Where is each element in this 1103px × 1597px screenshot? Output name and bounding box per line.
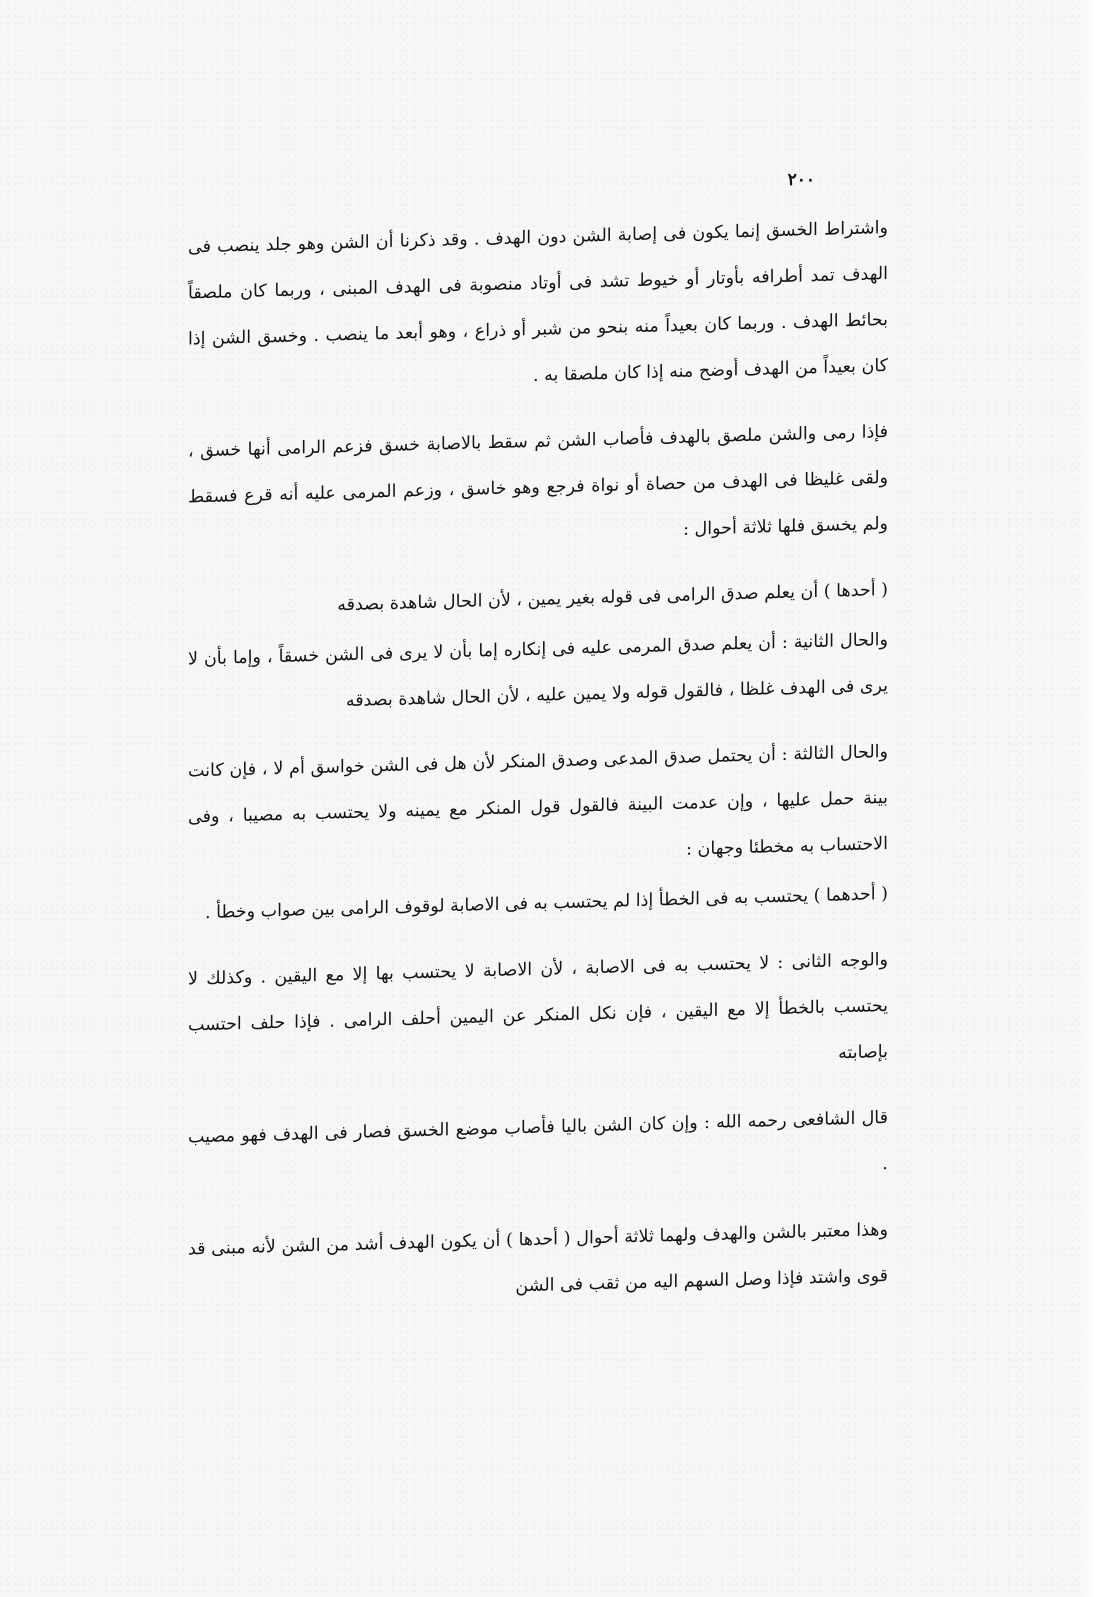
paragraph-1: واشتراط الخسق إنما يكون فى إصابة الشن دون الهدف . وقد ذكرنا أن الشن وهو جلد ينصب فى الهدف تمد أطرافه بأوتار أو خيوط تشد فى أوتاد منصوبة فى الهدف المبنى ، وربما كان ملصقاً بحائط الهدف . وربما كان بعيداً منه بنحو من شبر أو ذراع ، وهو أبعد ما ينصب . وخسق الشن إذا كان بعيداً من الهدف أوضح منه إذا كان ملصقا به .	[188, 218, 888, 386]
paragraph-3: ( أحدها ) أن يعلم صدق الرامى فى قوله بغير يمين ، لأن الحال شاهدة بصدقه	[337, 580, 888, 616]
paragraph-9: وهذا معتبر بالشن والهدف ولهما ثلاثة أحوال ( أحدها ) أن يكون الهدف أشد من الشن لأنه مبنى قد قوى واشتد فإذا وصل السهم اليه من ثقب فى الشن	[188, 1220, 888, 1297]
paragraph-7: والوجه الثانى : لا يحتسب به فى الاصابة ، لأن الاصابة لا يحتسب بها إلا مع اليقين . وكذلك لا يحتسب بالخطأ إلا مع اليقين ، فإن نكل المنكر عن اليمين أحلف الرامى . فإذا حلف احتسب بإصابته	[188, 950, 888, 1064]
paragraph-4: والحال الثانية : أن يعلم صدق المرمى عليه فى إنكاره إما بأن لا يرى فى الشن خسقاً ، وإما بأن لا يرى فى الهدف غلظا ، فالقول قوله ولا يمين عليه ، لأن الحال شاهدة بصدقه	[188, 630, 888, 712]
paragraph-2: فإذا رمى والشن ملصق بالهدف فأصاب الشن ثم سقط بالاصابة خسق فزعم الرامى أنها خسق ، ولقى غليظا فى الهدف من حصاة أو نواة فرجع وهو خاسق ، وزعم المرمى عليه أنه قرع فسقط ولم يخسق فلها ثلاثة أحوال :	[188, 422, 888, 540]
paragraph-5: والحال الثالثة : أن يحتمل صدق المدعى وصدق المنكر لأن هل فى الشن خواسق أم لا ، فإن كانت بينة حمل عليها ، وإن عدمت البينة فالقول قول المنكر مع يمينه ولا يحتسب به مصيبا ، وفى الاحتساب به مخطئا وجهان :	[188, 742, 888, 860]
page-body-text	[188, 205, 888, 1319]
paragraph-8: قال الشافعى رحمه الله : وإن كان الشن باليا فأصاب موضع الخسق فصار فى الهدف فهو مصيب .	[188, 1108, 888, 1175]
page-number: ٢٠٠	[787, 170, 815, 190]
page-edge	[1077, 0, 1103, 1597]
paragraph-6: ( أحدهما ) يحتسب به فى الخطأ إذا لم يحتسب به فى الاصابة لوقوف الرامى بين صواب وخطأ .	[204, 884, 888, 924]
